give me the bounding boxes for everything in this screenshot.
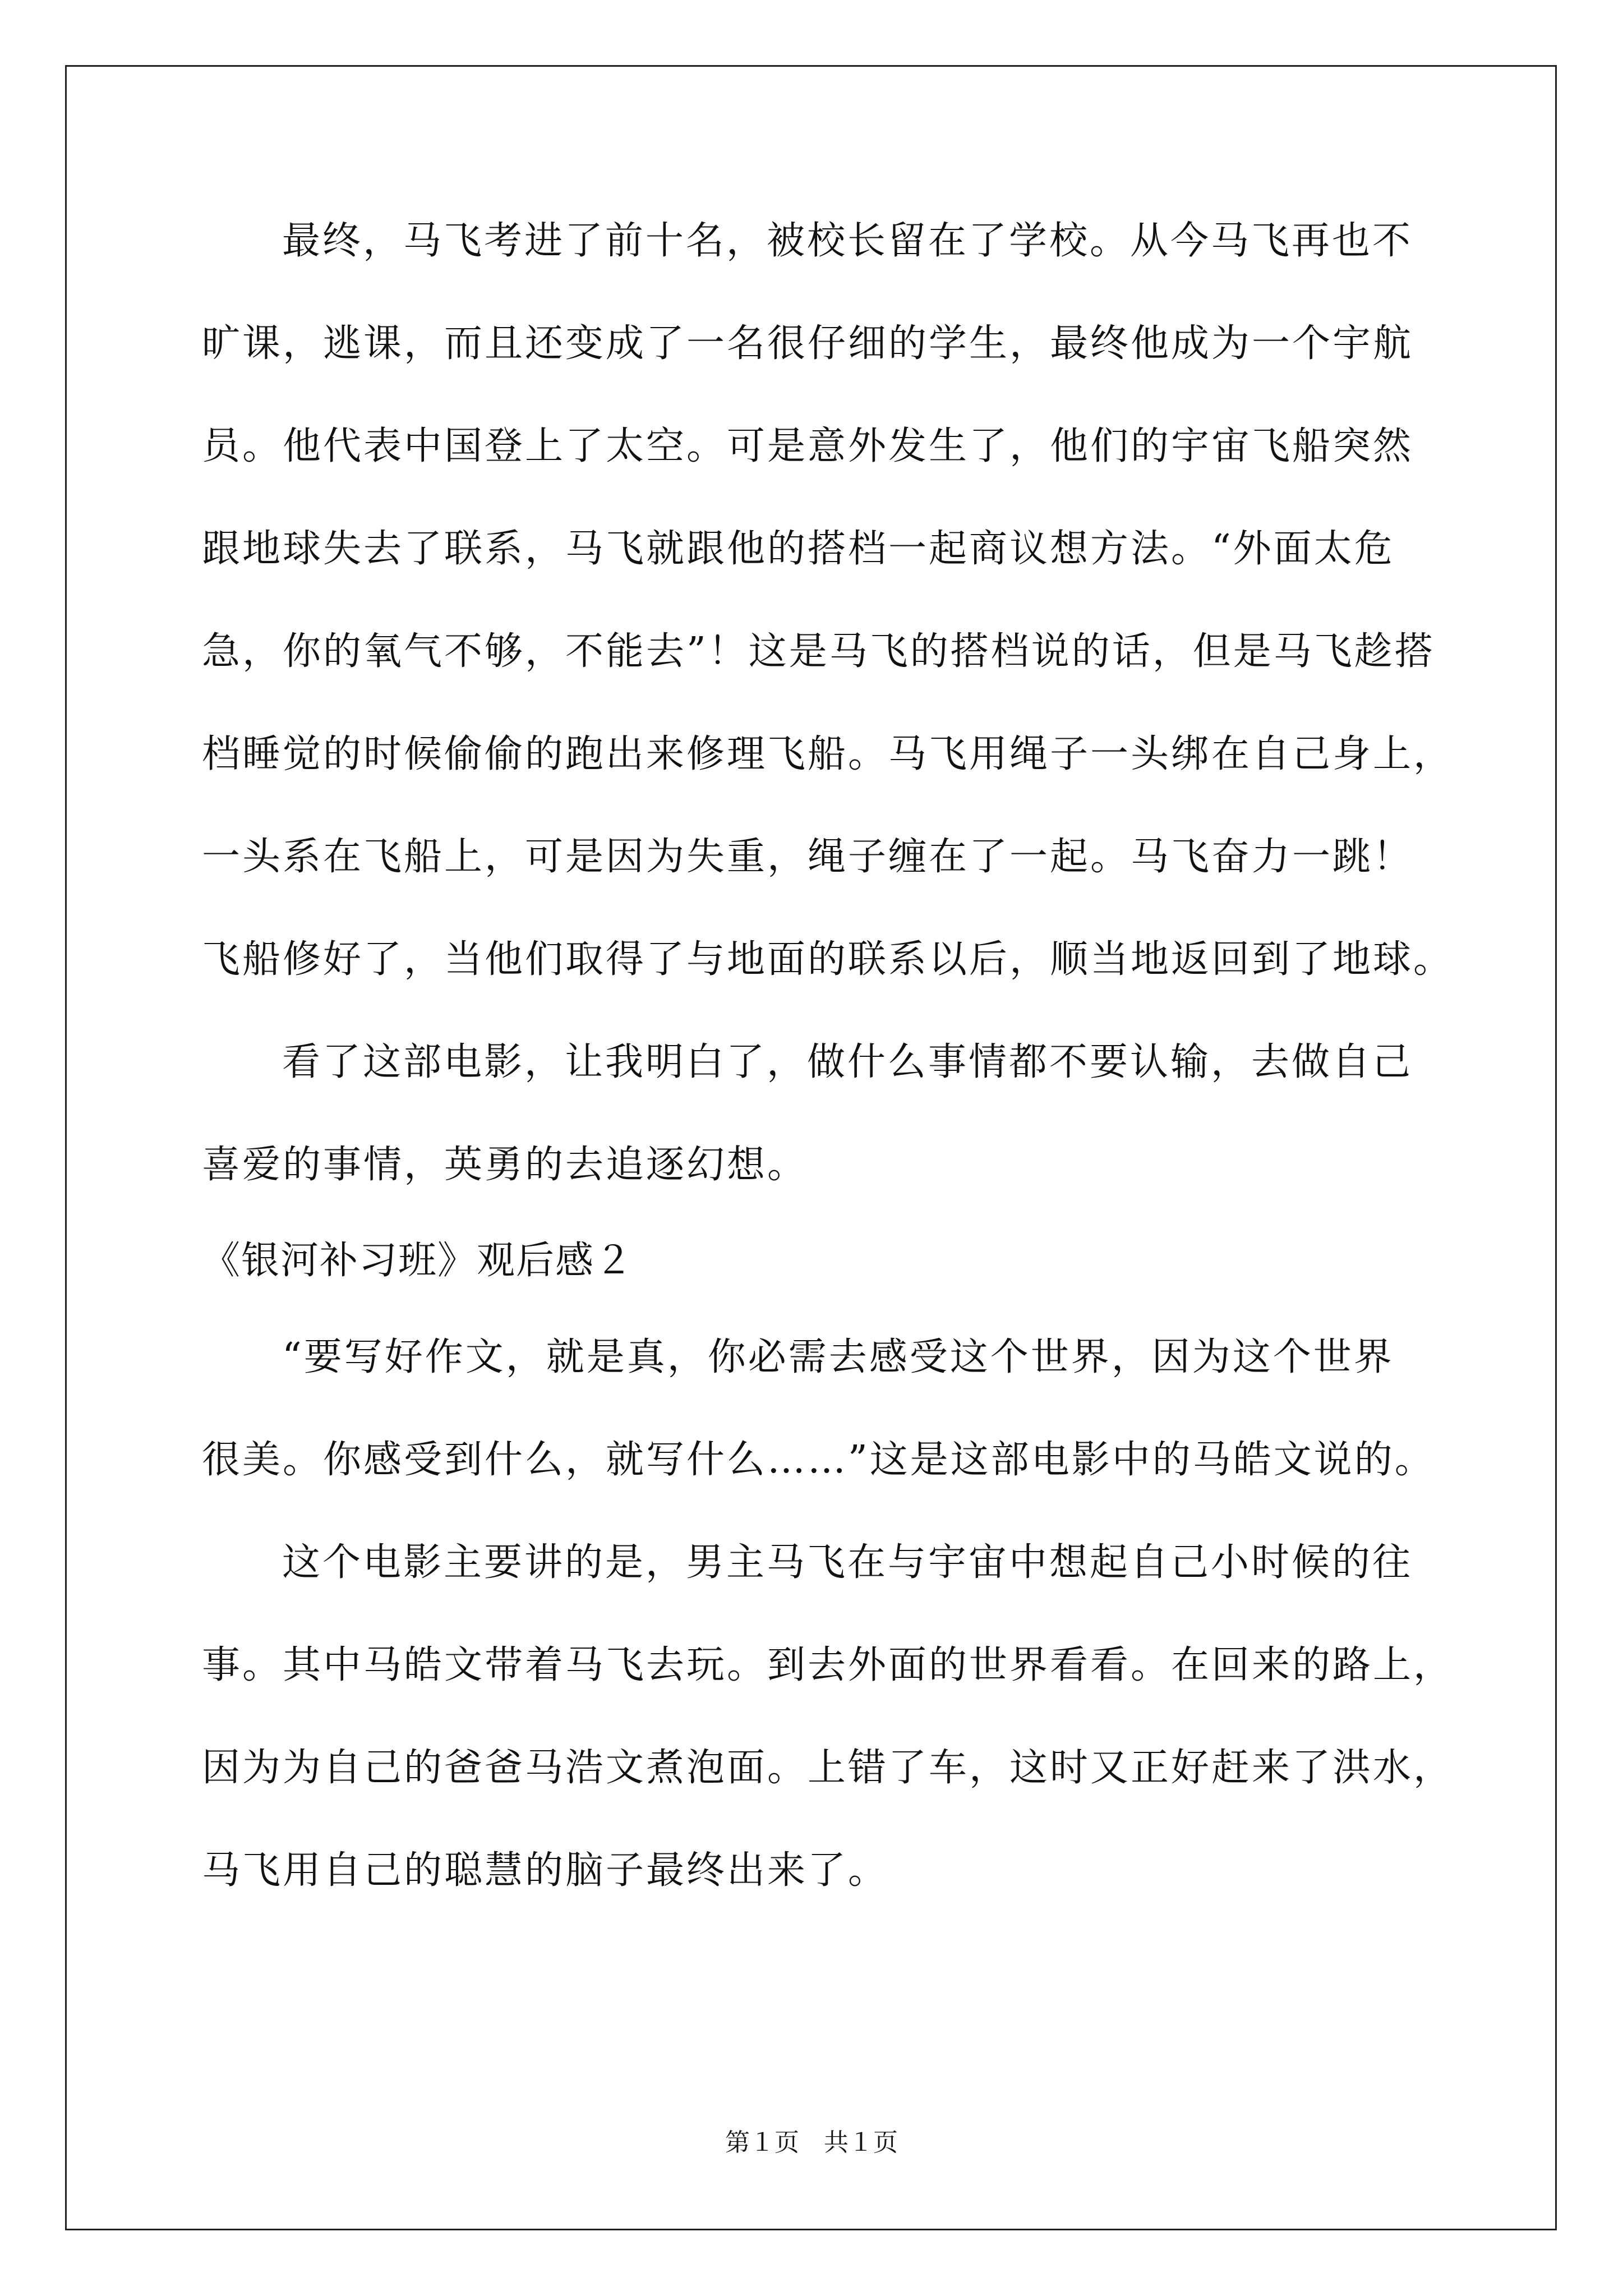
page-number-footer: 第１页 共１页 (725, 2128, 898, 2157)
paragraph-line: 这个电影主要讲的是，男主马飞在与宇宙中想起自己小时候的往 (282, 1540, 1413, 1585)
paragraph-line: 档睡觉的时候偷偷的跑出来修理飞船。马飞用绳子一头绑在自己身上， (202, 732, 1454, 776)
paragraph-line: 旷课，逃课，而且还变成了一名很仔细的学生，最终他成为一个宇航 (202, 321, 1414, 366)
paragraph-line: 因为为自己的爸爸马浩文煮泡面。上错了车，这时又正好赶来了洪水， (202, 1746, 1454, 1790)
paragraph-line: 急，你的氧气不够，不能去”！这是马飞的搭档说的话，但是马飞趁搭 (202, 629, 1435, 674)
paragraph-line: 事。其中马皓文带着马飞去玩。到去外面的世界看看。在回来的路上， (202, 1643, 1454, 1687)
paragraph-line: 一头系在飞船上，可是因为失重，绳子缠在了一起。马飞奋力一跳！ (202, 835, 1414, 879)
paragraph-line: 飞船修好了，当他们取得了与地面的联系以后，顺当地返回到了地球。 (202, 937, 1454, 982)
paragraph-line: 最终，马飞考进了前十名，被校长留在了学校。从今马飞再也不 (282, 219, 1413, 263)
paragraph-line: 喜爱的事情，英勇的去追逐幻想。 (202, 1143, 808, 1187)
section-heading: 《银河补习班》观后感２ (202, 1239, 634, 1283)
paragraph-line: 跟地球失去了联系，马飞就跟他的搭档一起商议想方法。“外面太危 (202, 527, 1395, 571)
paragraph-line: 员。他代表中国登上了太空。可是意外发生了，他们的宇宙飞船突然 (202, 424, 1414, 468)
paragraph-line: 马飞用自己的聪慧的脑子最终出来了。 (202, 1848, 889, 1893)
paragraph-line: 很美。你感受到什么，就写什么……”这是这部电影中的马皓文说的。 (202, 1438, 1435, 1482)
paragraph-line: 看了这部电影，让我明白了，做什么事情都不要认输，去做自己 (282, 1040, 1413, 1084)
paragraph-line: “要写好作文，就是真，你必需去感受这个世界，因为这个世界 (282, 1335, 1394, 1379)
